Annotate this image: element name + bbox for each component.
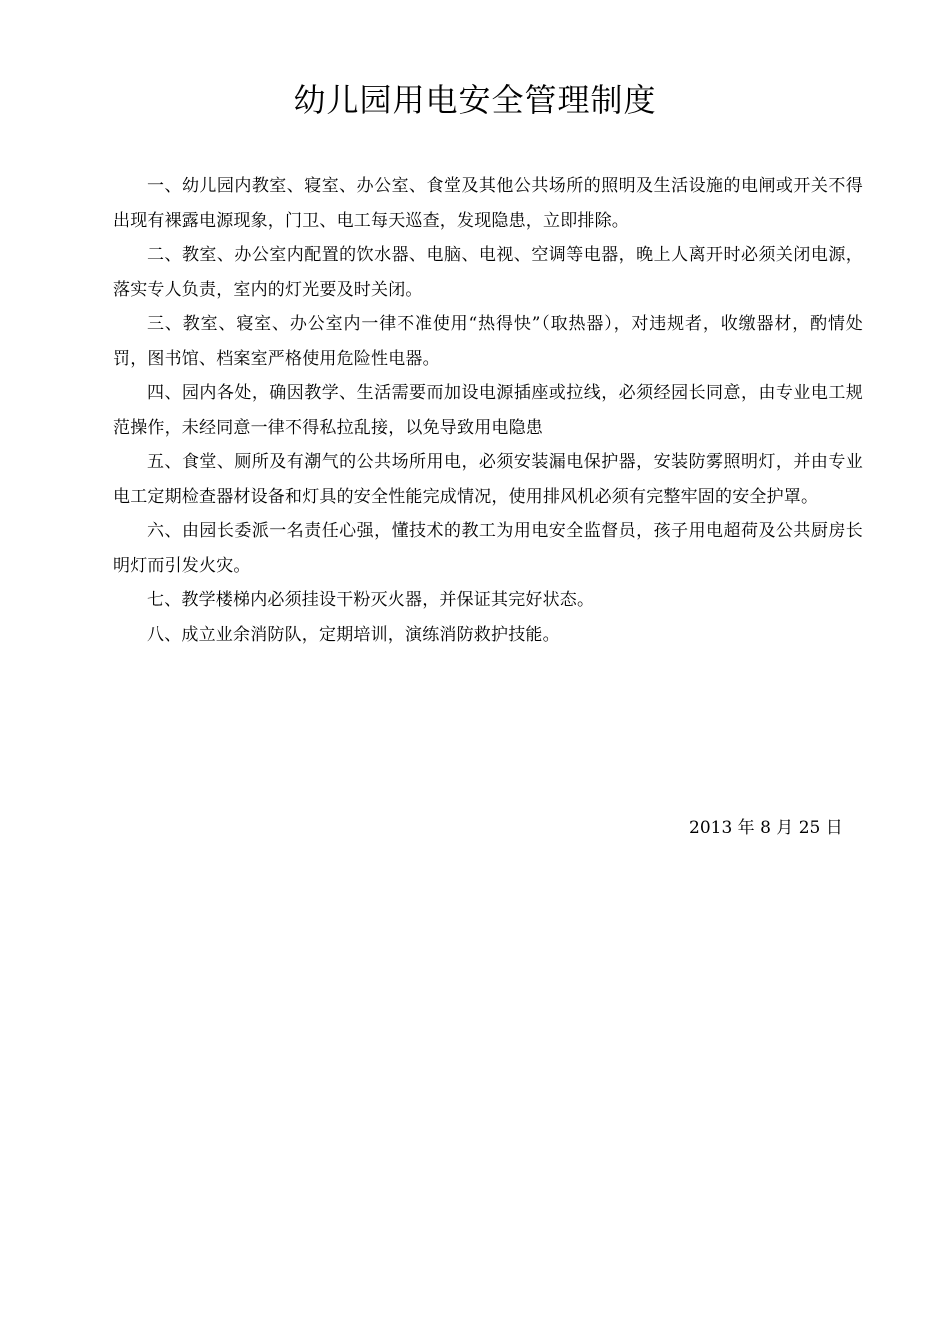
paragraph-2: 二、教室、办公室内配置的饮水器、电脑、电视、空调等电器，晚上人离开时必须关闭电源，落实专人负责，室内的灯光要及时关闭。 bbox=[113, 245, 863, 300]
document-title: 幼儿园用电安全管理制度 bbox=[293, 81, 657, 119]
document-date: 2013 年 8 月 25 日 bbox=[689, 818, 843, 838]
document-body bbox=[113, 169, 863, 652]
paragraph-3: 三、教室、寝室、办公室内一律不准使用“热得快”（取热器），对违规者，收缴器材，酌情处罚，图书馆、档案室严格使用危险性电器。 bbox=[113, 314, 863, 369]
paragraph-6: 六、由园长委派一名责任心强，懂技术的教工为用电安全监督员，孩子用电超荷及公共厨房长明灯而引发火灾。 bbox=[113, 521, 863, 576]
paragraph-5: 五、食堂、厕所及有潮气的公共场所用电，必须安装漏电保护器，安装防雾照明灯，并由专业电工定期检查器材设备和灯具的安全性能完成情况，使用排风机必须有完整牢固的安全护罩。 bbox=[113, 452, 863, 507]
paragraph-8: 八、成立业余消防队，定期培训，演练消防救护技能。 bbox=[147, 624, 560, 645]
paragraph-7: 七、教学楼梯内必须挂设干粉灭火器，并保证其完好状态。 bbox=[147, 590, 595, 610]
paragraph-4: 四、园内各处，确因教学、生活需要而加设电源插座或拉线，必须经园长同意，由专业电工规范操作，未经同意一律不得私拉乱接，以免导致用电隐患 bbox=[113, 383, 863, 438]
paragraph-1: 一、幼儿园内教室、寝室、办公室、食堂及其他公共场所的照明及生活设施的电闸或开关不得出现有裸露电源现象，门卫、电工每天巡查，发现隐患，立即排除。 bbox=[113, 176, 863, 231]
